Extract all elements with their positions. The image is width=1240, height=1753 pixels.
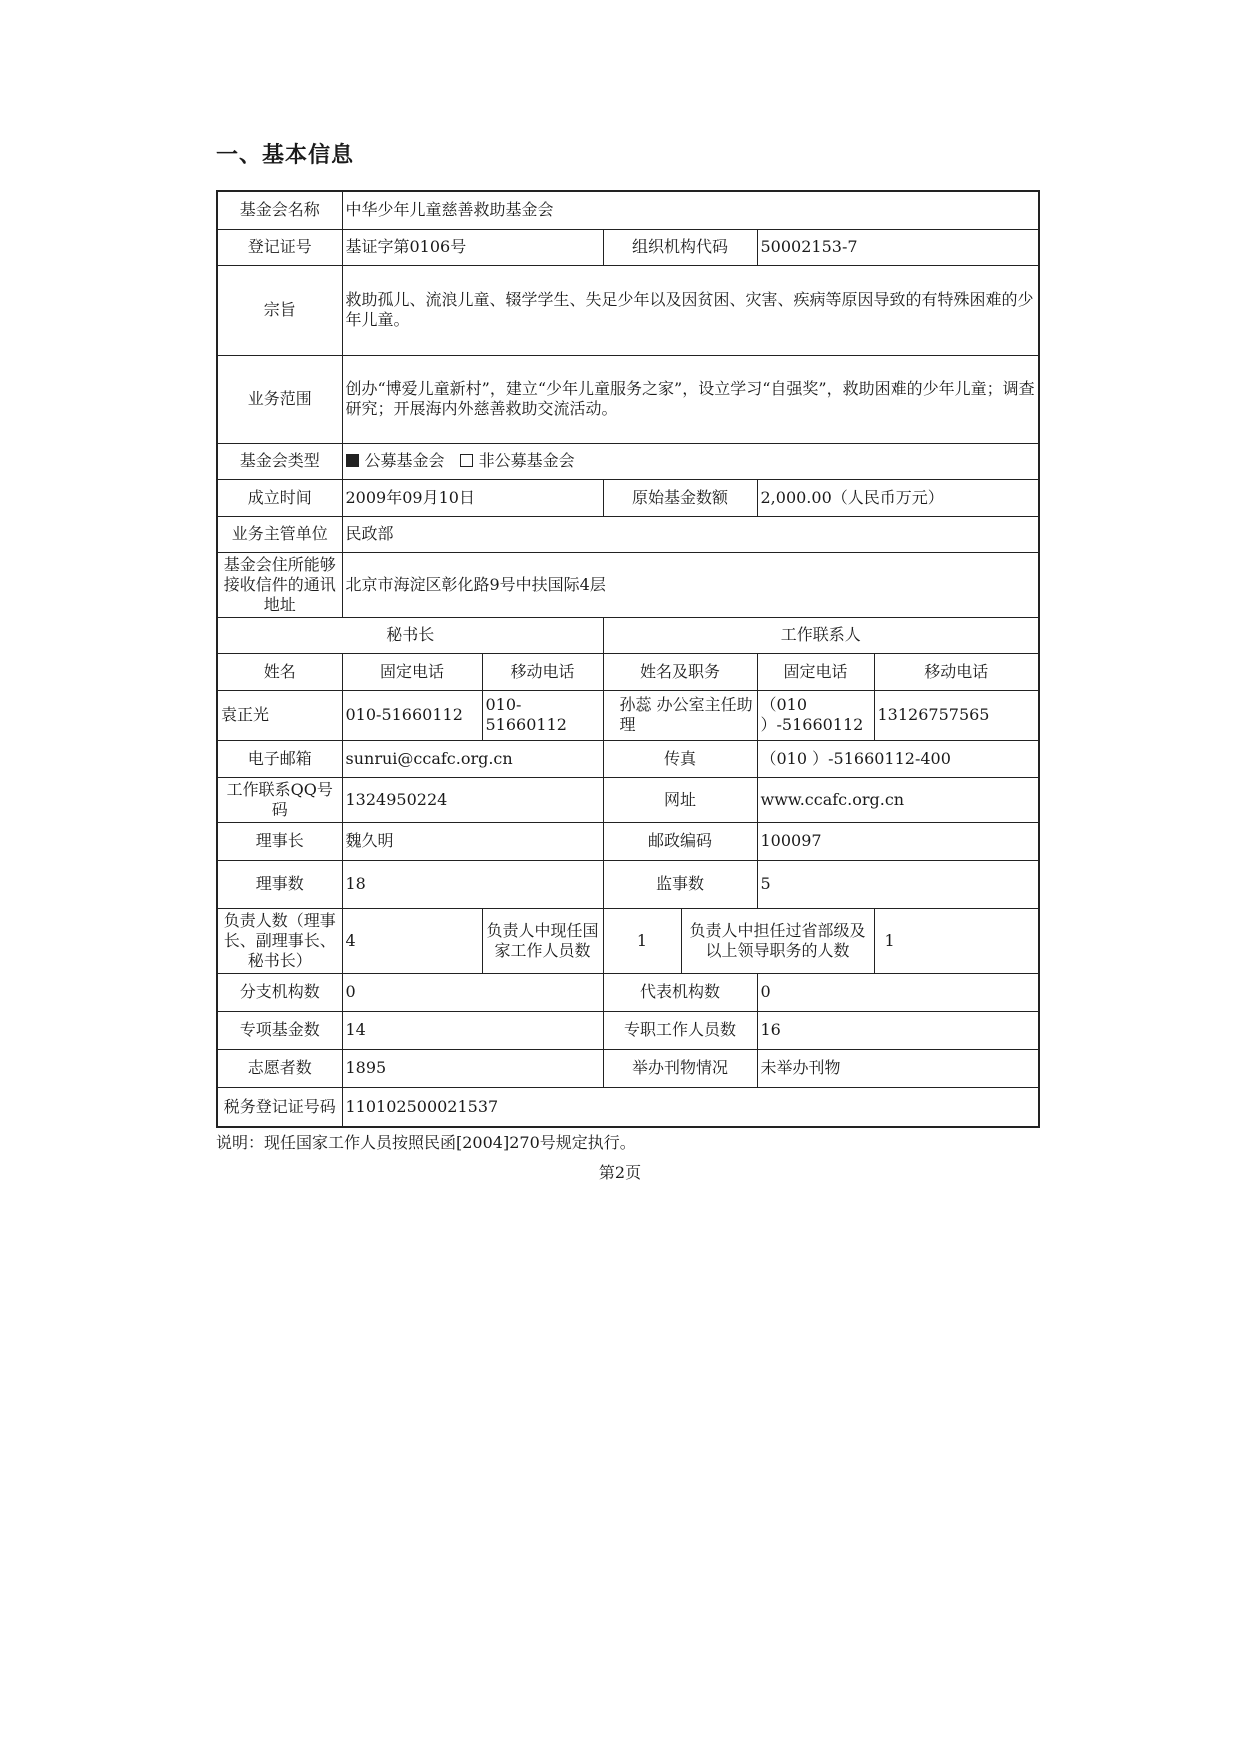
website-value: www.ccafc.org.cn	[757, 777, 1039, 822]
directors-label: 理事数	[217, 860, 342, 908]
leaders-value: 4	[342, 908, 482, 973]
basic-info-table	[216, 190, 1040, 1128]
col-name: 姓名	[217, 653, 342, 690]
scope-value: 创办“博爱儿童新村”，建立“少年儿童服务之家”，设立学习“自强奖”，救助困难的少年儿童；调查研究；开展海内外慈善救助交流活动。	[342, 355, 1039, 443]
foundation-type-options	[342, 443, 1039, 479]
postcode-label: 邮政编码	[603, 822, 757, 860]
website-label: 网址	[603, 777, 757, 822]
registration-value: 基证字第0106号	[342, 229, 603, 265]
scope-label: 业务范围	[217, 355, 342, 443]
authority-value: 民政部	[342, 516, 1039, 552]
volunteers-value: 1895	[342, 1049, 603, 1087]
directors-value: 18	[342, 860, 603, 908]
org-code-value: 50002153-7	[757, 229, 1039, 265]
publications-label: 举办刊物情况	[603, 1049, 757, 1087]
chairman-label: 理事长	[217, 822, 342, 860]
fax-label: 传真	[603, 740, 757, 777]
page-number: 第2页	[598, 1163, 642, 1182]
rep-offices-label: 代表机构数	[603, 973, 757, 1011]
rep-offices-value: 0	[757, 973, 1039, 1011]
supervisors-value: 5	[757, 860, 1039, 908]
foundation-name-value: 中华少年儿童慈善救助基金会	[342, 191, 1039, 229]
branches-value: 0	[342, 973, 603, 1011]
tax-value: 110102500021537	[342, 1087, 1039, 1127]
col-mobile: 移动电话	[482, 653, 603, 690]
initial-fund-value: 2,000.00（人民币万元）	[757, 479, 1039, 516]
secretary-landline: 010-51660112	[342, 690, 482, 740]
fulltime-staff-value: 16	[757, 1011, 1039, 1049]
address-value: 北京市海淀区彰化路9号中扶国际4层	[342, 552, 1039, 617]
leaders-gov-label: 负责人中现任国家工作人员数	[482, 908, 603, 973]
secretary-mobile: 010-51660112	[482, 690, 603, 740]
email-value: sunrui@ccafc.org.cn	[342, 740, 603, 777]
founded-value: 2009年09月10日	[342, 479, 603, 516]
type-option-public-label: 公募基金会	[364, 451, 445, 470]
purpose-label: 宗旨	[217, 265, 342, 355]
type-option-public[interactable]	[346, 451, 445, 470]
special-funds-value: 14	[342, 1011, 603, 1049]
publications-value: 未举办刊物	[757, 1049, 1039, 1087]
section-title: 一、基本信息	[216, 143, 355, 168]
chairman-value: 魏久明	[342, 822, 603, 860]
authority-label: 业务主管单位	[217, 516, 342, 552]
qq-label: 工作联系QQ号码	[217, 777, 342, 822]
fulltime-staff-label: 专职工作人员数	[603, 1011, 757, 1049]
postcode-value: 100097	[757, 822, 1039, 860]
email-label: 电子邮箱	[217, 740, 342, 777]
type-option-nonpublic-label: 非公募基金会	[478, 451, 575, 470]
org-code-label: 组织机构代码	[603, 229, 757, 265]
special-funds-label: 专项基金数	[217, 1011, 342, 1049]
col-name-title: 姓名及职务	[603, 653, 757, 690]
purpose-value: 救助孤儿、流浪儿童、辍学学生、失足少年以及因贫困、灾害、疾病等原因导致的有特殊困难的少年儿童。	[342, 265, 1039, 355]
leaders-label: 负责人数（理事长、副理事长、秘书长）	[217, 908, 342, 973]
leaders-gov-value: 1	[603, 908, 681, 973]
initial-fund-label: 原始基金数额	[603, 479, 757, 516]
work-contact-mobile: 13126757565	[874, 690, 1039, 740]
leaders-former-label: 负责人中担任过省部级及以上领导职务的人数	[681, 908, 874, 973]
registration-label: 登记证号	[217, 229, 342, 265]
work-contact-header: 工作联系人	[603, 617, 1039, 653]
foundation-type-label: 基金会类型	[217, 443, 342, 479]
fax-value: （010 ）-51660112-400	[757, 740, 1039, 777]
address-label: 基金会住所能够接收信件的通讯地址	[217, 552, 342, 617]
checked-box-icon	[346, 454, 359, 467]
col-mobile-2: 移动电话	[874, 653, 1039, 690]
work-contact-name-title: 孙蕊 办公室主任助理	[603, 690, 757, 740]
founded-label: 成立时间	[217, 479, 342, 516]
leaders-former-value: 1	[874, 908, 1039, 973]
volunteers-label: 志愿者数	[217, 1049, 342, 1087]
col-landline-2: 固定电话	[757, 653, 874, 690]
unchecked-box-icon	[460, 454, 473, 467]
work-contact-landline: （010 ）-51660112	[757, 690, 874, 740]
col-landline: 固定电话	[342, 653, 482, 690]
foundation-name-label: 基金会名称	[217, 191, 342, 229]
secretary-name: 袁正光	[217, 690, 342, 740]
qq-value: 1324950224	[342, 777, 603, 822]
supervisors-label: 监事数	[603, 860, 757, 908]
tax-label: 税务登记证号码	[217, 1087, 342, 1127]
type-option-nonpublic[interactable]	[460, 451, 575, 470]
secretary-general-header: 秘书长	[217, 617, 603, 653]
branches-label: 分支机构数	[217, 973, 342, 1011]
footnote: 说明：现任国家工作人员按照民函[2004]270号规定执行。	[216, 1133, 636, 1152]
